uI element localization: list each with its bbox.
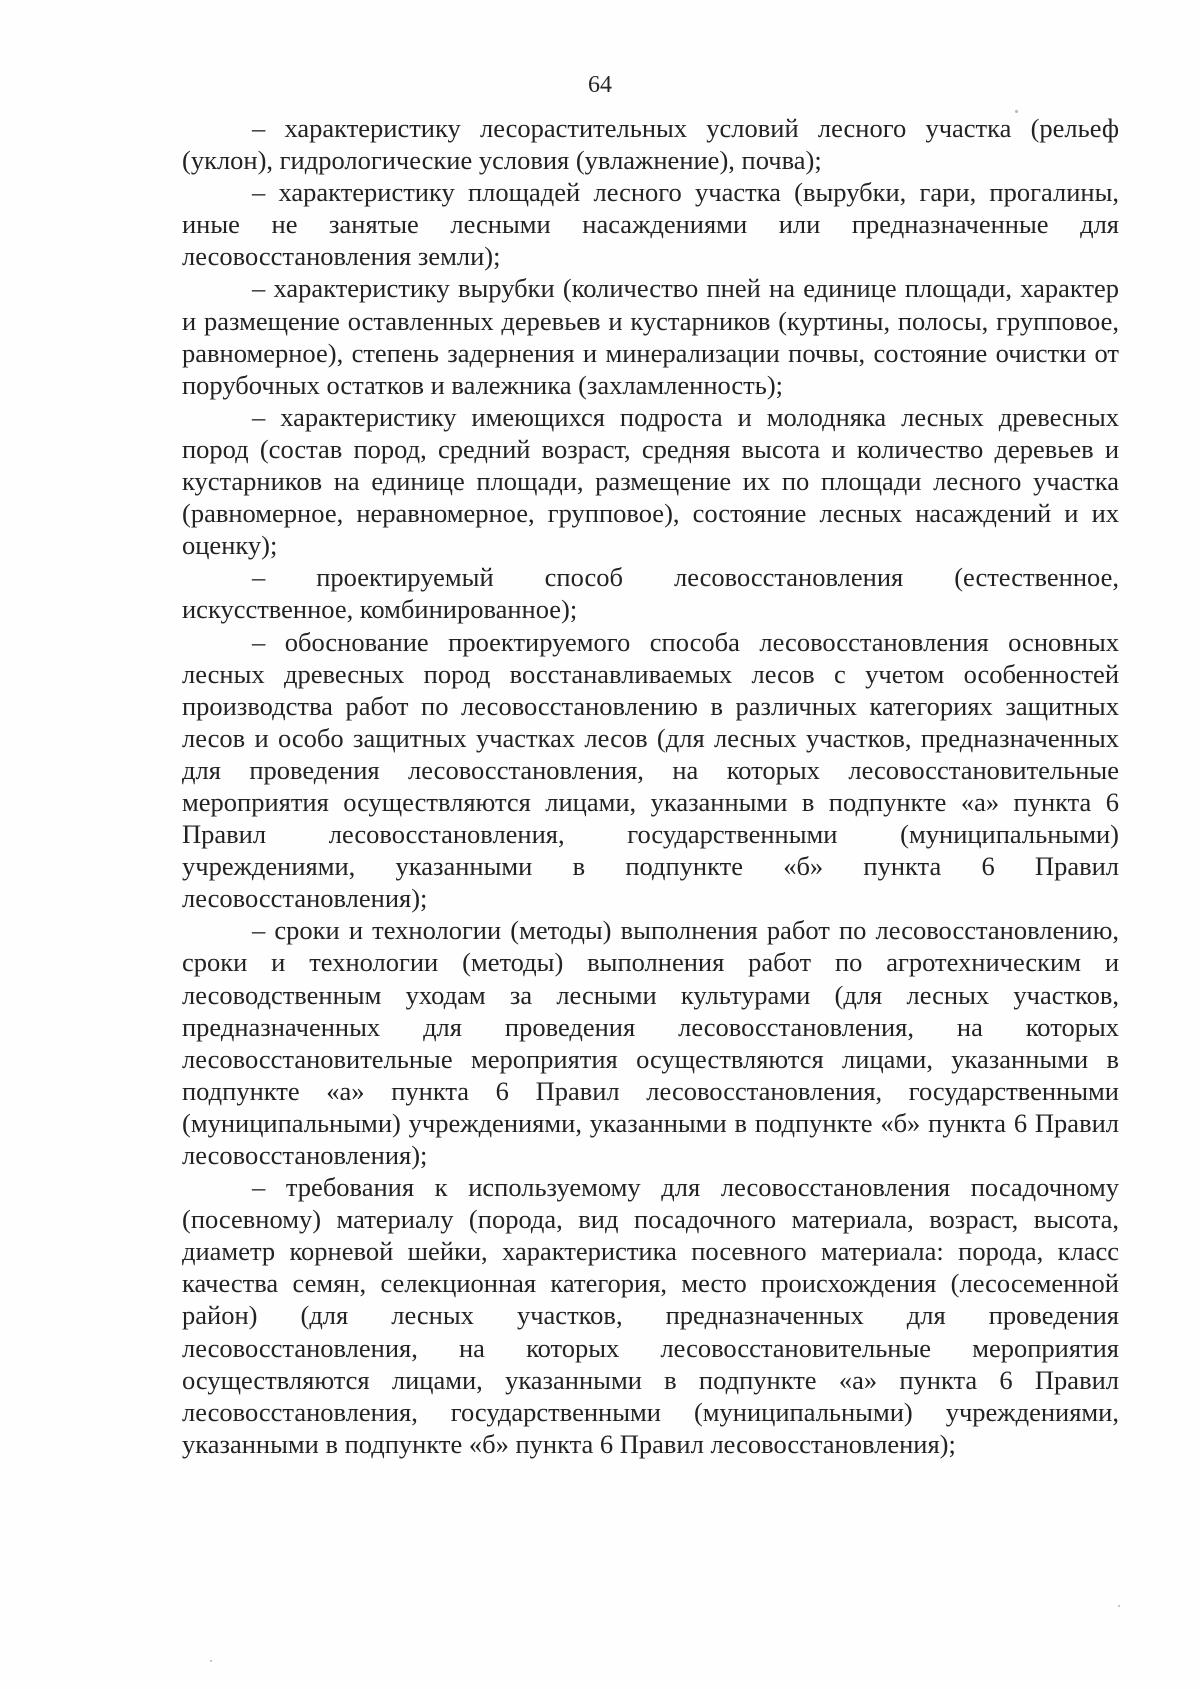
paragraph-area-characteristics: – характеристику площадей лесного участка (вырубки, гари, прогалины, иные не занятые лесными насаждениями или предназначенные для лесовосстановления земли);: [182, 177, 1119, 272]
paragraph-undergrowth-characteristics: – характеристику имеющихся подроста и молодняка лесных древесных пород (состав пород, средний возраст, средняя высота и количество деревьев и кустарников на единице площади, размещение их по площади лесного участка (равномерное, неравномерное, групповое), состояние лесных насаждений и их оценку);: [182, 401, 1119, 561]
scan-speck: [1015, 110, 1018, 113]
paragraph-site-conditions: – характеристику лесорастительных условий лесного участка (рельеф (уклон), гидрологические условия (увлажнение), почва);: [182, 113, 1119, 176]
paragraph-reforestation-method: – проектируемый способ лесовосстановления (естественное, искусственное, комбинированное);: [182, 562, 1119, 625]
page-number: 64: [588, 72, 612, 98]
paragraph-cutting-characteristics: – характеристику вырубки (количество пней на единице площади, характер и размещение оставленных деревьев и кустарников (куртины, полосы, групповое, равномерное), степень задернения и минерализации почвы, состояние очистки от порубочных остатков и валежника (захламленность);: [182, 273, 1119, 400]
scan-speck: [1118, 1605, 1120, 1607]
paragraph-method-justification: – обоснование проектируемого способа лесовосстановления основных лесных древесных пород восстанавливаемых лесов с учетом особенностей производства работ по лесовосстановлению в различных категориях защитных лесов и особо защитных участках лесов (для лесных участков, предназначенных для проведения лесовосстановления, на которых лесовосстановительные мероприятия осуществляются лицами, указанными в подпункте «а» пункта 6 Правил лесовосстановления, государственными (муниципальными) учреждениями, указанными в подпункте «б» пункта 6 Правил лесовосстановления);: [182, 626, 1119, 914]
body-text: [182, 112, 1119, 1460]
paragraph-planting-material-requirements: – требования к используемому для лесовосстановления посадочному (посевному) материалу (порода, вид посадочного материала, возраст, высота, диаметр корневой шейки, характеристика посевного материала: порода, класс качества семян, селекционная категория, место происхождения (лесосеменной район) (для лесных участков, предназначенных для проведения лесовосстановления, на которых лесовосстановительные мероприятия осуществляются лицами, указанными в подпункте «а» пункта 6 Правил лесовосстановления, государственными (муниципальными) учреждениями, указанными в подпункте «б» пункта 6 Правил лесовосстановления);: [182, 1172, 1119, 1459]
scan-speck: [210, 1660, 212, 1662]
paragraph-terms-and-technologies: – сроки и технологии (методы) выполнения работ по лесовосстановлению, сроки и технологии (методы) выполнения работ по агротехническим и лесоводственным уходам за лесными культурами (для лесных участков, предназначенных для проведения лесовосстановления, на которых лесовосстановительные мероприятия осуществляются лицами, указанными в подпункте «а» пункта 6 Правил лесовосстановления, государственными (муниципальными) учреждениями, указанными в подпункте «б» пункта 6 Правил лесовосстановления);: [182, 915, 1119, 1170]
